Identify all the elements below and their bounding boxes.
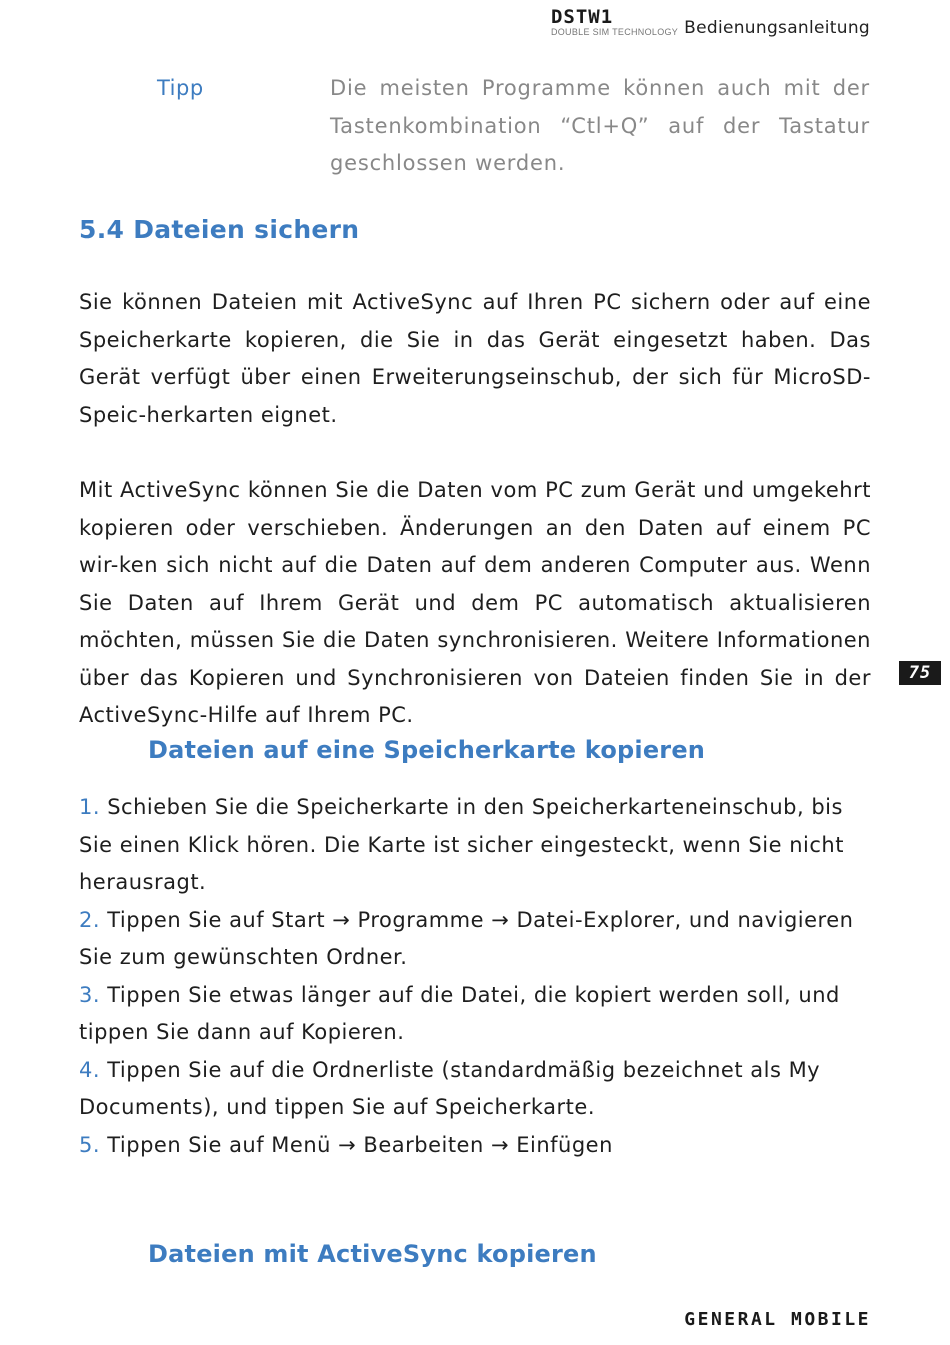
page-header (551, 8, 870, 38)
tip-label: Tipp (157, 76, 204, 100)
step-item (79, 789, 879, 902)
steps-list (79, 789, 879, 1164)
step-text: Schieben Sie die Speicherkarte in den Speicherkarteneinschub, bis Sie einen Klick hören. Die Karte ist sicher eingesteckt, wenn Sie nicht herausragt. (79, 795, 844, 894)
step-item (79, 1052, 879, 1127)
tip-text: Die meisten Programme können auch mit der Tastenkombination “Ctl+Q” auf der Tastatur geschlossen werden. (330, 76, 870, 175)
step-text: Tippen Sie auf die Ordnerliste (standardmäßig bezeichnet als My Documents), und tippen Sie auf Speicherkarte. (79, 1057, 821, 1119)
step-text: Tippen Sie auf Menü → Bearbeiten → Einfügen (100, 1132, 613, 1157)
section-heading: 5.4 Dateien sichern (79, 215, 360, 244)
step-number: 2. (79, 907, 101, 932)
subheading-copy-activesync: Dateien mit ActiveSync kopieren (148, 1240, 597, 1268)
subheading-copy-to-card: Dateien auf eine Speicherkarte kopieren (148, 736, 706, 764)
step-item (79, 902, 879, 977)
step-item (79, 977, 879, 1052)
step-item (79, 1127, 879, 1165)
footer-brand-logo: GENERAL MOBILE (684, 1309, 871, 1330)
paragraph-backup-intro: Sie können Dateien mit ActiveSync auf Ihren PC sichern oder auf eine Speicherkarte kopieren, die Sie in das Gerät eingesetzt haben. Das Gerät verfügt über einen Erweiterungseinschub, der sich für MicroSD-Speic-herkarten eignet. (79, 290, 871, 427)
page-number-badge: 75 (899, 661, 941, 685)
logo-subtitle: DOUBLE SIM TECHNOLOGY (550, 27, 679, 37)
header-title: Bedienungsanleitung (684, 18, 870, 38)
dstw1-logo (551, 8, 678, 38)
step-number: 4. (79, 1057, 101, 1082)
paragraph-activesync-info: Mit ActiveSync können Sie die Daten vom PC zum Gerät und umgekehrt kopieren oder verschieben. Änderungen an den Daten auf einem PC wir-ken sich nicht auf die Daten auf dem anderen Computer aus. Wenn Sie Daten auf Ihrem Gerät und dem PC automatisch aktualisieren möchten, müssen Sie die Daten synchronisieren. Weitere Informationen über das Kopieren und Synchronisieren von Dateien finden Sie in der ActiveSync-Hilfe auf Ihrem PC. (79, 478, 871, 727)
logo-mark: DSTW1 (550, 6, 614, 28)
step-number: 5. (79, 1132, 101, 1157)
step-number: 1. (79, 795, 101, 819)
step-text: Tippen Sie etwas länger auf die Datei, die kopiert werden soll, und tippen Sie dann auf Kopieren. (79, 982, 840, 1044)
step-text: Tippen Sie auf Start → Programme → Datei-Explorer, und navigieren Sie zum gewünschten Ordner. (79, 907, 854, 969)
step-number: 3. (79, 982, 101, 1007)
